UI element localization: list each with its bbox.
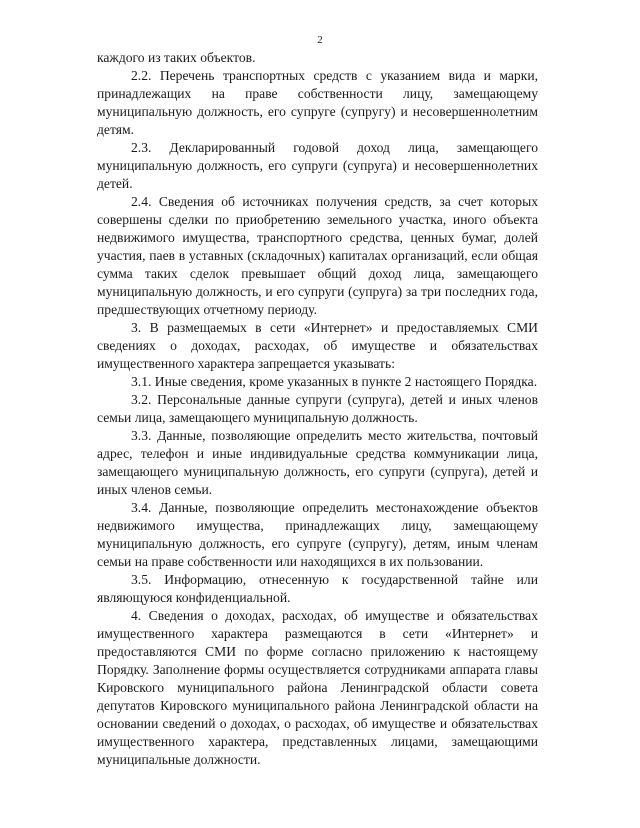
- paragraph-2-2: 2.2. Перечень транспортных средств с указанием вида и марки, принадлежащих на праве собственности лицу, замещающему муниципальную должность, его супруге (супругу) и несовершеннолетним детям.: [97, 68, 538, 137]
- paragraph-3-5: 3.5. Информацию, отнесенную к государственной тайне или являющуюся конфиденциальной.: [97, 572, 538, 605]
- paragraph-2-4: 2.4. Сведения об источниках получения средств, за счет которых совершены сделки по приобретению земельного участка, иного объекта недвижимого имущества, транспортного средства, ценных бумаг, долей участия, паев в уставных (складочных) капиталах организаций, если общая сумма таких сделок превышает общий доход лица, замещающего муниципальную должность, и его супруги (супруга) за три последних года, предшествующих отчетному периоду.: [97, 194, 538, 317]
- paragraph-3-3: 3.3. Данные, позволяющие определить место жительства, почтовый адрес, телефон и иные индивидуальные средства коммуникации лица, замещающего муниципальную должность, его супруги (супруга), детей и иных членов семьи.: [97, 428, 538, 497]
- paragraph-continuation: каждого из таких объектов.: [97, 50, 256, 65]
- paragraph-3-2: 3.2. Персональные данные супруги (супруга), детей и иных членов семьи лица, замещающего муниципальную должность.: [97, 392, 538, 425]
- page-number: 2: [317, 34, 323, 46]
- paragraph-3-4: 3.4. Данные, позволяющие определить местонахождение объектов недвижимого имущества, принадлежащих лицу, замещающему муниципальную должность, его супруге (супругу), детям, иным членам семьи на праве собственности или находящихся в их пользовании.: [97, 500, 538, 569]
- paragraph-3: 3. В размещаемых в сети «Интернет» и предоставляемых СМИ сведениях о доходах, расходах, об имуществе и обязательствах имущественного характера запрещается указывать:: [97, 320, 538, 371]
- paragraph-4: 4. Сведения о доходах, расходах, об имуществе и обязательствах имущественного характера размещаются в сети «Интернет» и предоставляются СМИ по форме согласно приложению к настоящему Порядку. Заполнение формы осуществляется сотрудниками аппарата главы Кировского муниципального района Ленинградской области совета депутатов Кировского муниципального района Ленинградской области на основании сведений о доходах, о расходах, об имуществе и обязательствах имущественного характера, представленных лицами, замещающими муниципальные должности.: [97, 608, 538, 767]
- paragraph-2-3: 2.3. Декларированный годовой доход лица, замещающего муниципальную должность, его супруги (супруга) и несовершеннолетних детей.: [97, 140, 538, 191]
- paragraph-3-1: 3.1. Иные сведения, кроме указанных в пункте 2 настоящего Порядка.: [131, 374, 538, 389]
- document-body: [97, 49, 538, 769]
